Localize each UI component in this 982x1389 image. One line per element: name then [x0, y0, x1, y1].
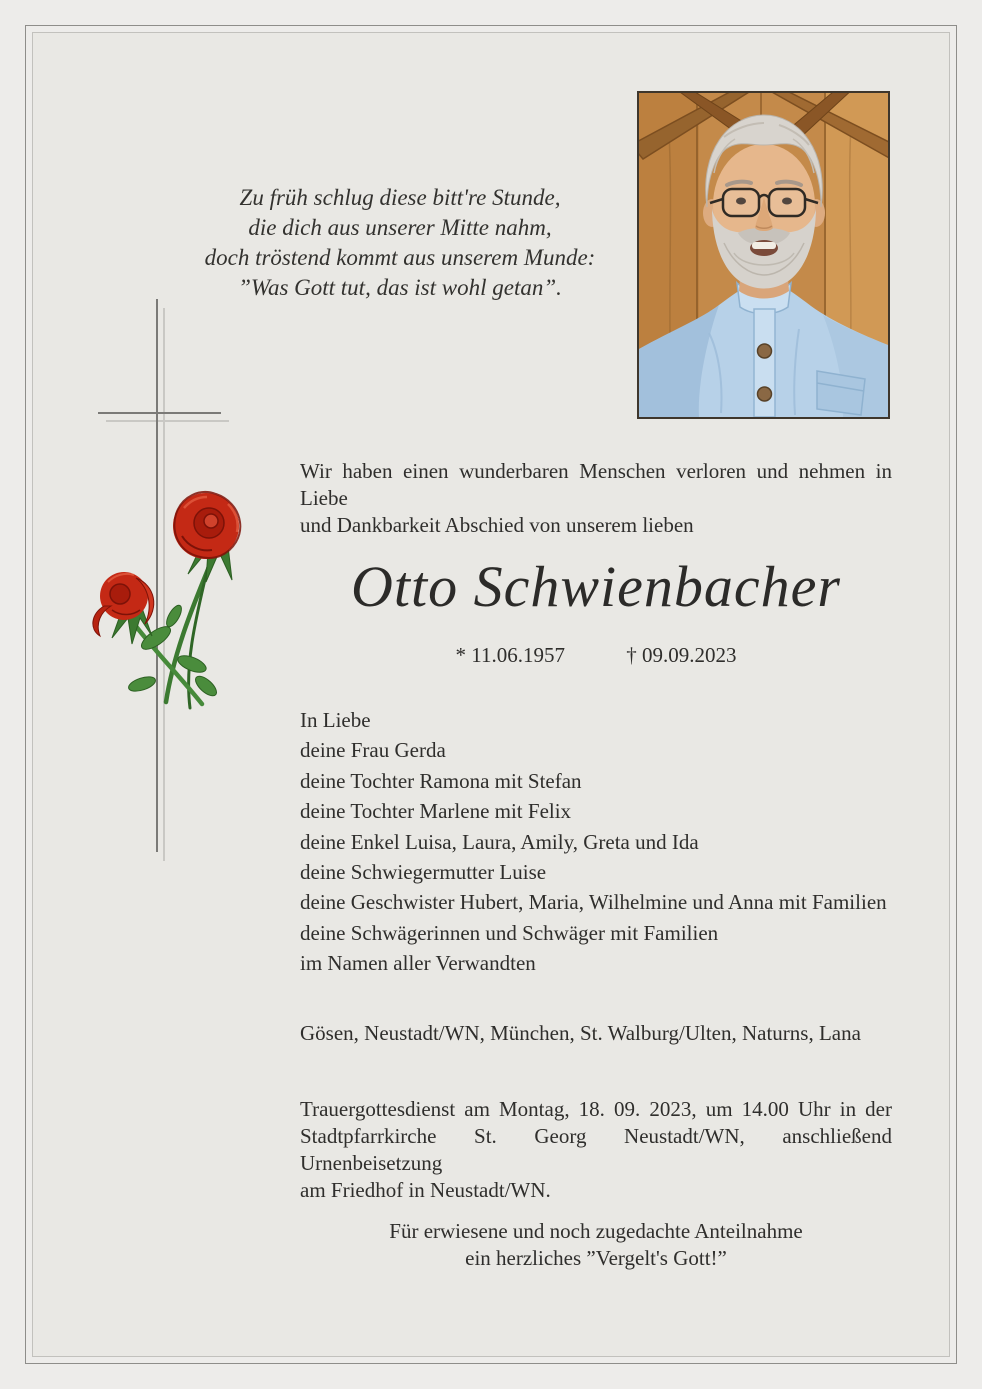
rose-small: [93, 572, 154, 636]
death-date: † 09.09.2023: [626, 643, 737, 667]
poem-line: die dich aus unserer Mitte nahm,: [248, 215, 552, 240]
teeth: [752, 242, 776, 249]
life-dates: [300, 642, 892, 669]
mourners-line: deine Schwägerinnen und Schwäger mit Familien: [300, 920, 719, 945]
rose-large: [173, 492, 240, 559]
mourners-line: deine Geschwister Hubert, Maria, Wilhelmine und Anna mit Familien: [300, 890, 887, 915]
roses-illustration: [78, 488, 270, 716]
closing-line: Für erwiesene und noch zugedachte Anteilnahme: [389, 1219, 803, 1243]
shirt-button: [758, 387, 772, 401]
mourners-list: [300, 705, 892, 979]
closing-line: ein herzliches ”Vergelt's Gott!”: [465, 1246, 727, 1270]
mourners-line: deine Enkel Luisa, Laura, Amily, Greta und Ida: [300, 829, 699, 854]
mourners-line: deine Frau Gerda: [300, 738, 446, 763]
portrait-photo: [637, 91, 890, 419]
mourners-line: deine Tochter Marlene mit Felix: [300, 799, 572, 824]
funeral-line: Stadtpfarrkirche St. Georg Neustadt/WN, anschließend Urnenbeisetzung: [300, 1124, 892, 1175]
closing-thanks: [300, 1218, 892, 1272]
mourners-line: In Liebe: [300, 708, 371, 732]
shirt-pocket: [817, 371, 865, 415]
cross-horizontal-shadow: [106, 420, 229, 422]
funeral-line: am Friedhof in Neustadt/WN.: [300, 1178, 551, 1202]
portrait-photo-illustration: [639, 93, 888, 417]
poem-line: ”Was Gott tut, das ist wohl getan”.: [238, 275, 562, 300]
birth-date: * 11.06.1957: [455, 643, 565, 667]
funeral-line: Trauergottesdienst am Montag, 18. 09. 2023, um 14.00 Uhr in der: [300, 1097, 892, 1121]
places-line: Gösen, Neustadt/WN, München, St. Walburg/Ulten, Naturns, Lana: [300, 1021, 861, 1045]
poem: [190, 183, 610, 303]
mourners-line: deine Tochter Ramona mit Stefan: [300, 768, 582, 793]
shirt-button: [758, 344, 772, 358]
poem-line: doch tröstend kommt aus unserem Munde:: [204, 245, 596, 270]
mourners-line: im Namen aller Verwandten: [300, 951, 536, 976]
intro-line: Wir haben einen wunderbaren Menschen verloren und nehmen in Liebe: [300, 459, 892, 510]
intro-line: und Dankbarkeit Abschied von unserem lieben: [300, 513, 694, 537]
mourners-line: deine Schwiegermutter Luise: [300, 860, 547, 885]
cross-horizontal-line: [98, 412, 221, 414]
funeral-info: [300, 1096, 892, 1204]
poem-line: Zu früh schlug diese bitt're Stunde,: [239, 185, 561, 210]
intro-paragraph: [300, 458, 892, 539]
deceased-name: Otto Schwienbacher: [351, 554, 841, 619]
